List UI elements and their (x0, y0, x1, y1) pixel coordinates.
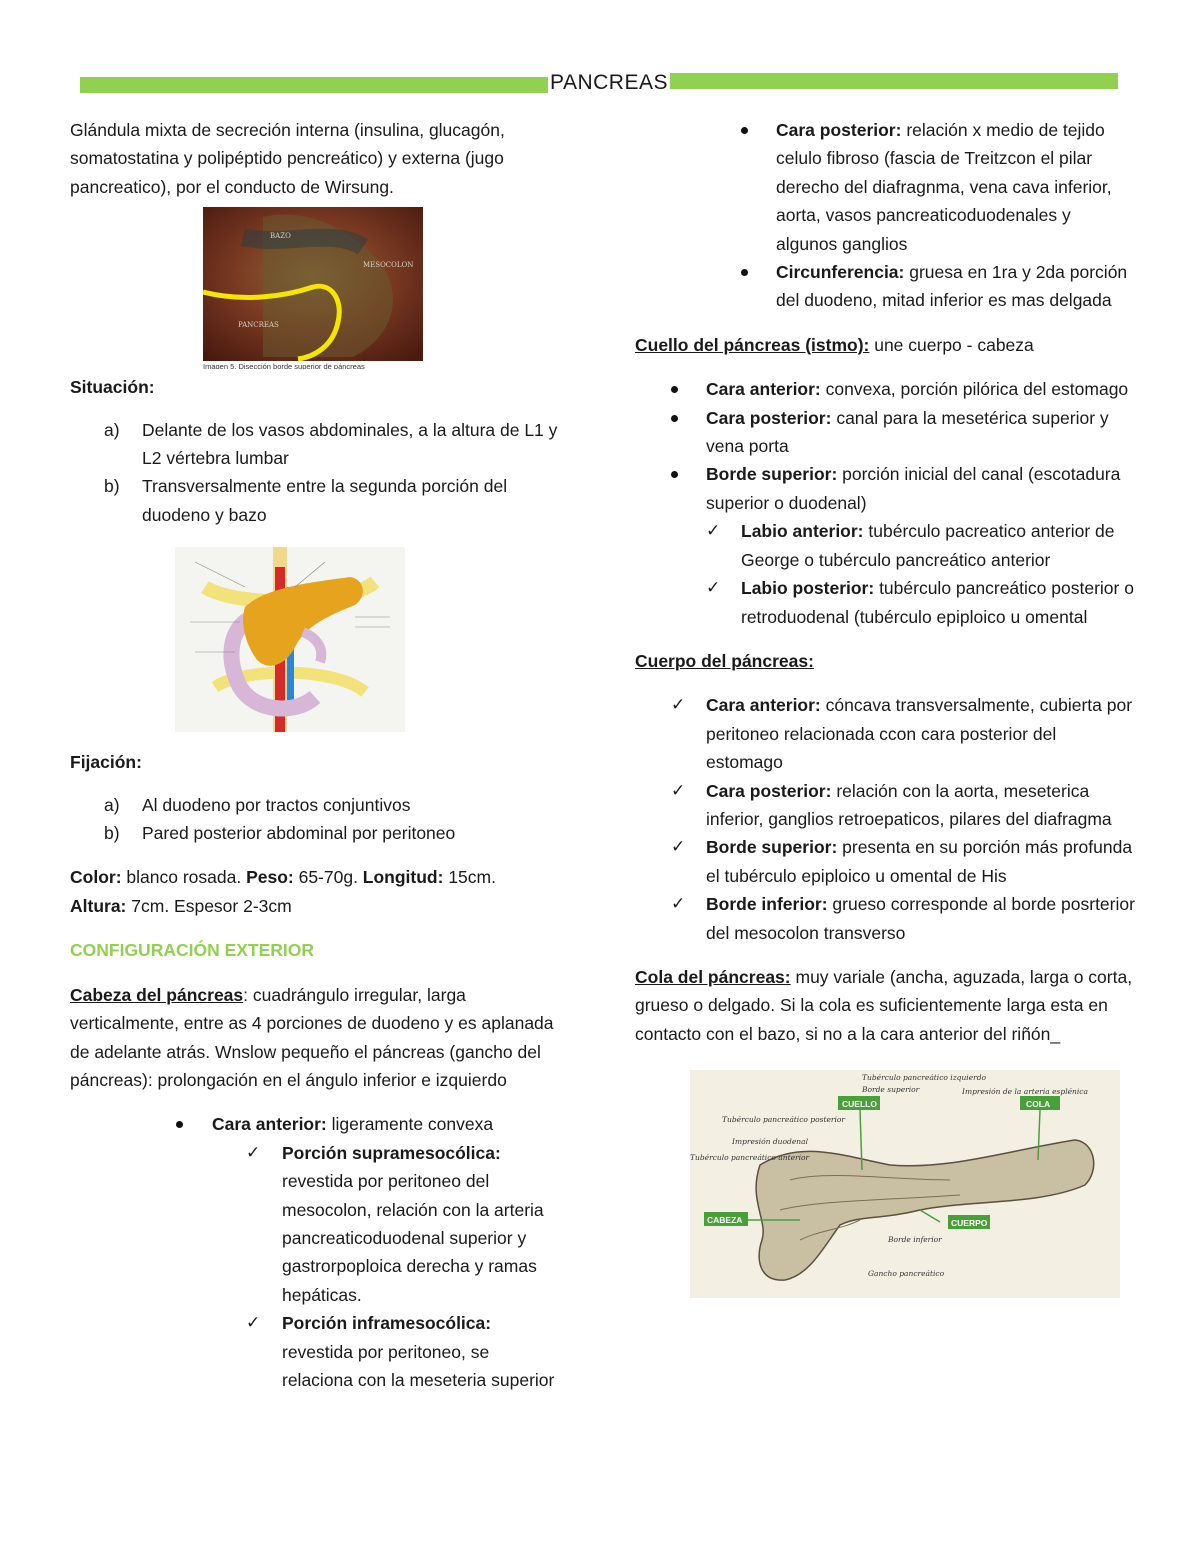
list-item (70, 791, 560, 819)
list-item (70, 819, 560, 847)
list-item (635, 460, 1135, 517)
left-column (70, 116, 560, 1394)
bullet-dot (671, 415, 678, 422)
altura-value: 7cm. Espesor 2-3cm (126, 895, 292, 916)
item-label: Cara posterior: (776, 120, 902, 140)
list-item (635, 890, 1135, 947)
item-label: Cara posterior: (706, 780, 832, 801)
label-tuberculo-izquierdo: Tubérculo pancreático izquierdo (862, 1073, 987, 1083)
item-label: Labio posterior: (741, 578, 875, 599)
bullet-dot (741, 269, 748, 276)
item-label: Porción inframesocólica: (282, 1313, 492, 1334)
situacion-list (70, 416, 560, 530)
list-marker: a) (104, 419, 120, 440)
pancreas-anatomy-diagram (175, 547, 405, 742)
list-item (635, 404, 1135, 461)
checkmark-icon: ✓ (246, 1313, 261, 1333)
cuello-label: Cuello del páncreas (istmo): (635, 334, 870, 355)
item-label: Cara posterior: (706, 407, 832, 428)
cola-paragraph (635, 963, 1135, 1048)
item-label: Cara anterior: (706, 695, 821, 716)
checkmark-icon: ✓ (706, 521, 721, 541)
label-impresion-arteria: Impresión de la arteria esplénica (962, 1087, 1088, 1097)
item-text: relación x medio de tejido celulo fibroso (fascia de Treitzcon el pilar derecho del diafragnma, vena cava inferior, aorta, vasos pancreaticoduodenales y algunos ganglios (776, 120, 1112, 254)
altura-label: Altura: (70, 895, 127, 916)
label-borde-inferior: Borde inferior (888, 1235, 942, 1245)
longitud-label: Longitud: (362, 867, 444, 888)
cabeza-paragraph (70, 981, 560, 1095)
photo-label-bazo: BAZO (270, 232, 291, 241)
checkmark-icon: ✓ (246, 1142, 261, 1162)
list-item (635, 691, 1135, 776)
list-item-text: Delante de los vasos abdominales, a la altura de L1 y L2 vértebra lumbar (142, 419, 558, 469)
checkmark-icon: ✓ (671, 695, 686, 715)
list-item-text: Al duodeno por tractos conjuntivos (142, 794, 411, 815)
situacion-heading: Situación: (70, 377, 155, 398)
fijacion-list (70, 791, 560, 848)
item-label: Borde superior: (706, 464, 838, 485)
list-item (70, 1110, 560, 1138)
config-heading: CONFIGURACIÓN EXTERIOR (70, 940, 315, 961)
right-column (635, 116, 1135, 1298)
title-accent-bar-right (660, 73, 1118, 89)
cuerpo-heading: Cuerpo del páncreas: (635, 650, 814, 671)
item-label: Circunferencia: (776, 262, 905, 283)
cuello-bullets (635, 375, 1135, 631)
item-text: cóncava transversalmente, cubierta por peritoneo relacionada ccon cara posterior del estomago (706, 695, 1133, 773)
item-label: Borde inferior: (706, 894, 828, 915)
label-tuberculo-posterior: Tubérculo pancreático posterior (722, 1115, 845, 1125)
measurements-paragraph (70, 863, 560, 920)
title-accent-bar-left (80, 77, 548, 93)
label-borde-superior: Borde superior (862, 1085, 920, 1095)
item-label: Porción supramesocólica: (282, 1142, 501, 1163)
list-item (635, 777, 1135, 834)
bullet-dot (741, 127, 748, 134)
item-text: ligeramente convexa (326, 1114, 494, 1135)
surgical-photo (203, 207, 423, 370)
item-text: relación con la aorta, meseterica inferior, ganglios retroepaticos, pilares del diafragma (706, 780, 1112, 829)
cuello-text: une cuerpo - cabeza (869, 334, 1034, 355)
item-label: Cara anterior: (212, 1114, 327, 1135)
bullet-dot (671, 386, 678, 393)
checkmark-icon: ✓ (706, 578, 721, 598)
photo-label-pancreas: PANCREAS (238, 321, 279, 330)
list-item (70, 472, 560, 529)
checkmark-icon: ✓ (671, 837, 686, 857)
list-marker: b) (104, 476, 120, 497)
pancreas-parts-diagram (690, 1070, 1120, 1298)
intro-paragraph: Glándula mixta de secreción interna (insulina, glucagón, somatostatina y polipéptido pencreático) y externa (jugo pancreatico), por el conducto de Wirsung. (70, 120, 505, 197)
list-item-text: Transversalmente entre la segunda porción del duodeno y bazo (142, 476, 508, 525)
label-impresion-duodenal: Impresión duodenal (732, 1137, 808, 1147)
title-banner (80, 73, 1118, 93)
bullet-dot (176, 1121, 183, 1128)
cabeza-label: Cabeza del páncreas (70, 984, 244, 1005)
peso-value: 65-70g. (293, 867, 363, 888)
cola-text: muy variale (ancha, aguzada, larga o corta, grueso o delgado. Si la cola es suficientemente larga esta en contacto con el bazo, si no a la cara anterior del riñón_ (635, 966, 1133, 1044)
list-item (635, 116, 1135, 258)
longitud-value: 15cm. (443, 867, 496, 888)
tag-cola-text: COLA (1026, 1099, 1051, 1110)
list-item (635, 574, 1135, 631)
page-title: PANCREAS (550, 71, 668, 94)
photo-label-mesocolon: MESOCOLON (363, 261, 414, 270)
cuello-paragraph (635, 331, 1135, 359)
list-item (635, 517, 1135, 574)
tag-cuerpo-text: CUERPO (951, 1218, 988, 1229)
label-gancho-pancreatico: Gancho pancreático (868, 1269, 945, 1279)
list-item (635, 258, 1135, 315)
checkmark-icon: ✓ (671, 894, 686, 914)
cabeza-text: : cuadrángulo irregular, larga verticalmente, entre as 4 porciones de duodeno y es aplanada de adelante atrás. Wnslow pequeño el páncreas (gancho del páncreas): prolongación en el ángulo inferior e izquierdo (70, 984, 554, 1090)
item-label: Borde superior: (706, 837, 838, 858)
photo-caption: Imagen 5. Disección borde superior de páncreas (203, 362, 365, 370)
item-text: canal para la mesetérica superior y vena porta (706, 407, 1109, 457)
list-item (70, 1139, 560, 1309)
cabeza-bullets (70, 1110, 560, 1394)
item-label: Labio anterior: (741, 521, 864, 542)
bullet-dot (671, 471, 678, 478)
list-marker: b) (104, 823, 120, 844)
item-text: porción inicial del canal (escotadura superior o duodenal) (706, 464, 1121, 513)
item-text: convexa, porción pilórica del estomago (820, 379, 1129, 400)
item-text: revestida por peritoneo del mesocolon, relación con la arteria pancreaticoduodenal superior y gastrorpoploica derecha y ramas hepáticas. (282, 1171, 544, 1305)
item-text: tubérculo pacreatico anterior de George o tubérculo pancreático anterior (741, 521, 1115, 570)
list-item (70, 416, 560, 473)
color-label: Color: (70, 867, 122, 888)
item-text: tubérculo pancreático posterior o retroduodenal (tubérculo epiploico u omental (741, 578, 1134, 627)
item-text: grueso corresponde al borde posrterior del mesocolon transverso (706, 894, 1135, 943)
tag-cabeza-text: CABEZA (707, 1215, 743, 1226)
list-item (635, 375, 1135, 403)
list-item (635, 833, 1135, 890)
checkmark-icon: ✓ (671, 780, 686, 800)
list-item-text: Pared posterior abdominal por peritoneo (142, 823, 456, 844)
color-value: blanco rosada. (121, 867, 247, 888)
cabeza-bullets-continued (635, 116, 1135, 315)
item-text: revestida por peritoneo, se relaciona con la meseteria superior (282, 1341, 555, 1390)
tag-cuello-text: CUELLO (842, 1099, 877, 1110)
peso-label: Peso: (246, 867, 294, 888)
item-label: Cara anterior: (706, 379, 821, 400)
cola-label: Cola del páncreas: (635, 966, 791, 987)
fijacion-heading: Fijación: (70, 752, 142, 773)
item-text: gruesa en 1ra y 2da porción del duodeno, mitad inferior es mas delgada (776, 262, 1128, 311)
list-item (70, 1309, 560, 1394)
list-marker: a) (104, 794, 120, 815)
cuerpo-bullets (635, 691, 1135, 947)
label-tuberculo-anterior: Tubérculo pancreático anterior (690, 1153, 810, 1163)
item-text: presenta en su porción más profunda el tubérculo epiploico u omental de His (706, 837, 1133, 886)
